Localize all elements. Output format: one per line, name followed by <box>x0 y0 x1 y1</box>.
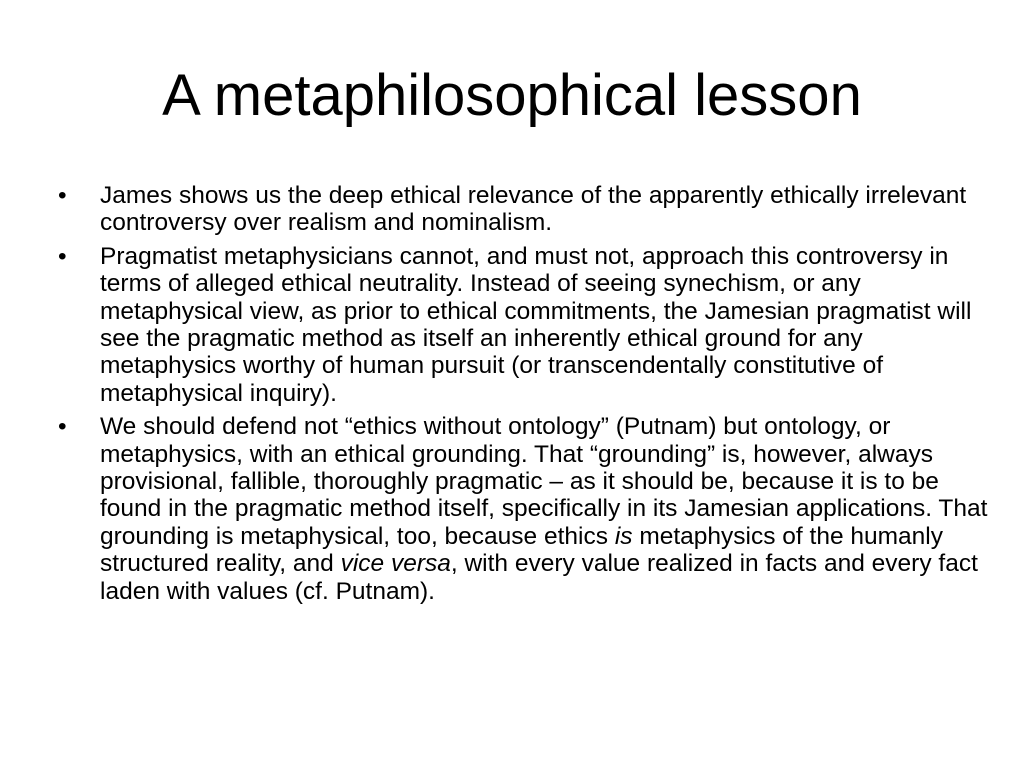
slide-title: A metaphilosophical lesson <box>162 63 862 128</box>
bullet-text: Pragmatist metaphysicians cannot, and must not, approach this controversy in terms of alleged ethical neutrality. Instead of seeing synechism, or any metaphysical view, as prior to ethical commitments, the Jamesian pragmatist will see the pragmatic method as itself an inherently ethical ground for any metaphysics worthy of human pursuit (or transcendentally constitutive of metaphysical inquiry). <box>100 242 972 407</box>
bullet-text-segment: We should defend not “ethics without ontology” (Putnam) but ontology, or metaphysics, with an ethical grounding. That “grounding” is, however, always provisional, fallible, thoroughly pragmatic – as it should be, because it is to be found in the pragmatic method itself, specifically in its Jamesian applications. That grounding is metaphysical, too, because ethics <box>100 413 988 550</box>
bullet-marker: • <box>58 242 67 270</box>
bullet-text-emphasis: vice versa <box>340 550 451 578</box>
bullet-text-segment: metaphysics of the humanly structured reality, and <box>100 522 944 578</box>
bullet-item-2 <box>58 243 988 407</box>
bullet-text: James shows us the deep ethical relevance of the apparently ethically irrelevant controversy over realism and nominalism. <box>100 182 967 237</box>
bullet-marker: • <box>58 413 67 441</box>
bullet-text-segment: , with every value realized in facts and every fact laden with values (cf. Putnam). <box>100 550 978 605</box>
bullet-item-3 <box>58 413 988 605</box>
bullet-list <box>58 182 988 611</box>
bullet-text-emphasis: is <box>614 522 633 550</box>
bullet-item-1 <box>58 182 988 237</box>
bullet-text <box>100 413 987 604</box>
bullet-marker: • <box>58 182 67 209</box>
